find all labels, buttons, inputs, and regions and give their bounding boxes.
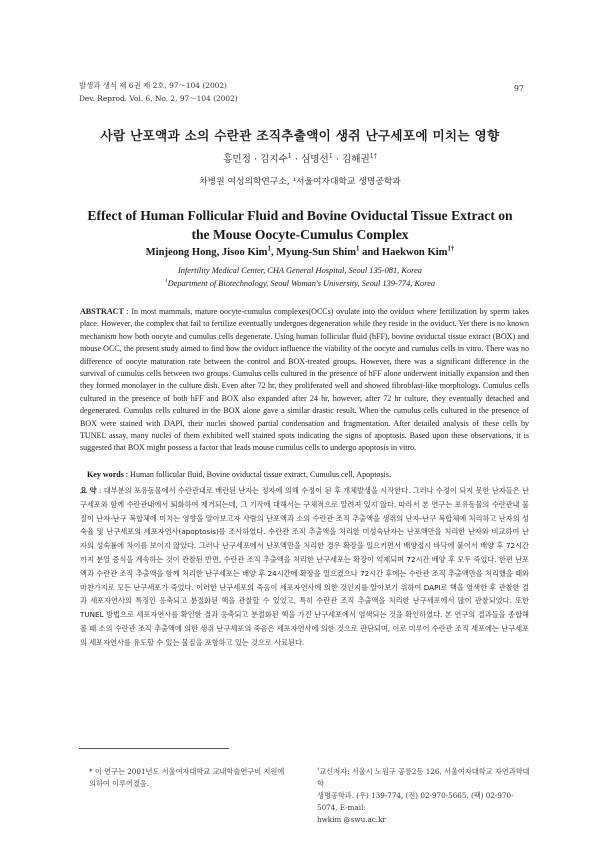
keywords: [87, 469, 527, 481]
correspondence-footnote: [317, 766, 532, 826]
korean-authors: [0, 151, 600, 165]
journal-citation-korean: 발생과 생식 제 6권 제 2호, 97～104 (2002): [79, 81, 227, 90]
author-en-3: and Haekwon Kim: [359, 247, 448, 258]
correspondence-mark: †: [317, 767, 320, 773]
correspondence-line-3: hwkim @swu.ac.kr: [317, 815, 386, 824]
korean-abstract-text: : 대부분의 포유동물에서 수란관내로 배란된 난자는 정자에 의해 수정이 된 후 개체발생을 시작한다. 그러나 수정이 되지 못한 난자들은 난구세포와 함께 수란관내에서 퇴화하여 제거되는데, 그 기작에 대해서는 구체적으로 알려져 있지 않다. 따라서 본 연구는 포유동물의 수란관내 물질이 난자-난구 복합체에 미치는 영향을 알아보고자 사람의 난포액과 소의 수란관 조직 추출액을 생쥐의 난자-난구 복합체에 처리하고 난자의 성숙율 및 난구세포의 세포자연사(apoptosis)를 조사하였다. 수란관 조직 추출액을 처리한 미성숙난자는 난포액만을 처리한 난자와 비교하여 난자의 성숙률에 차이를 보이지 않았다. 그러나 난구세포에서 난포액만을 처리한 경우 확장을 일으키면서 배양접시 바닥에 붙어서 배양 후 72시간까지 분열 증식을 계속하는 것이 관찰된 반면, 수란관 조직 추출액을 처리한 난구세포는 확장이 억제되며 72시간 배양 후 모두 죽었다. 한편 난포액과 수란관 조직 추출액을 함께 처리한 난구세포는 배양 후 24시간에 확장을 일으켰으나 72시간 후에는 수란관 조직 추출액만을 처리했을 때와 마찬가지로 모든 난구세포가 죽었다. 이러한 난구세포의 죽음이 세포자연사에 의한 것인지를 알아보기 위하여 DAPI로 핵을 염색한 후 관찰한 결과 세포자연사의 특징인 응축되고 분절화된 핵을 관찰할 수 있었고, 특히 수란관 조직 추출액을 처리한 난구세포에서 많이 관찰되었다. 또한 TUNEL 방법으로 세포자연사를 확인한 결과 응축되고 분절화된 핵을 가진 난구세포에서 염색되는 것을 확인하였다. 본 연구의 결과들을 종합해 볼 때 소의 수란관 조직 추출액에 의한 생쥐 난구세포의 죽음은 세포자연사에 의한 것으로 판단되며, 이로 미루어 수란관 조직 세포에는 난구세포의 세포자연사를 유도할 수 있는 물질을 포함하고 있는 것으로 사료된다.: [80, 486, 530, 647]
english-abstract: [80, 306, 529, 455]
author-en-2: , Myung-Sun Shim: [270, 247, 357, 258]
english-authors: [0, 247, 600, 258]
english-title-line-2: the Mouse Oocyte-Cumulus Complex: [191, 227, 409, 242]
keywords-label: Key words: [87, 470, 124, 479]
abstract-label: ABSTRACT: [80, 307, 124, 316]
page-number: 97: [513, 84, 524, 93]
abstract-text: : In most mammals, mature oocyte-cumulus complexes(OCCs) ovulate into the oviduct where fertilization by sperm takes place. However, the complex that fail to fertilize eventually undergoes degeneration while they reside in the oviduct. Yet there is no known mechanism how both oocyte and cumulus cells degenerate. Using human follicular fluid (hFF), bovine oviductal tissue extract (BOX) and mouse OCC, the present study aimed to find how the oviduct influence the viability of the oocyte and cumulus cells in vitro. There was no difference of oocyte maturation rate between the control and BOX-treated groups. However, there was a significant difference in the survival of cumulus cells between two groups. Cumulus cells cultured in the presence of hFF alone underwent initially expansion and then they formed monolayer in the culture dish. Even after 72 hr, they proliferated well and showed fibroblast-like morphology. Cumulus cells cultured in the presence of both hFF and BOX also expanded after 24 hr, however, after 72 hr culture, they eventually detached and degenerated. Cumulus cells cultured in the BOX alone gave a similar drastic result. When the cumulus cells cultured in the presence of BOX were stained with DAPI, their nuclei showed partial condensation and fragmentation. After detailed analysis of these cells by TUNEL assay, many nuclei of them exhibited well stained spots indicating the signs of apoptosis. Based upon these observations, it is suggested that BOX might possess a factor that leads mouse cumulus cells to undergo apoptosis in vitro.: [80, 307, 529, 453]
korean-affiliation: 차병원 여성의학연구소, ¹서울여자대학교 생명공학과: [199, 177, 401, 187]
author-en-1: Minjeong Hong, Jisoo Kim: [145, 247, 268, 258]
korean-abstract: [80, 484, 529, 650]
author-ko-3: · 김해권: [332, 154, 370, 165]
author-en-3-mark: 1†: [447, 245, 455, 253]
footnote-divider: [79, 748, 229, 749]
author-ko-1-mark: 1: [287, 152, 292, 160]
english-affiliation-1: Infertility Medical Center, CHA General Hospital, Seoul 135-081, Korea: [177, 266, 422, 275]
author-en-2-mark: 1: [356, 245, 360, 253]
author-en-1-mark: 1: [267, 245, 271, 253]
english-title-line-1: Effect of Human Follicular Fluid and Bovine Oviductal Tissue Extract on: [87, 208, 513, 223]
english-title: [0, 206, 600, 244]
english-affiliation-2-text: Department of Biotechnology, Seoul Woman's University, Seoul 139-774, Korea: [167, 279, 436, 288]
author-ko-2: · 심명선: [291, 154, 329, 165]
author-ko-3-mark: 1†: [369, 152, 377, 160]
author-ko-2-mark: 1: [328, 152, 333, 160]
funding-footnote: * 이 연구는 2001년도 서울여자대학교 교내학술연구비 지원에 의하여 이루어졌음.: [89, 767, 285, 788]
keywords-text: : Human follicular fluid, Bovine oviductal tissue extract, Cumulus cell, Apoptosis.: [123, 470, 391, 479]
correspondence-line-2: 생명공학과. (우) 139-774, (전) 02-970-5665, (팩) 02-970-5074, E-mail:: [317, 791, 514, 812]
english-affiliation-2: [0, 279, 600, 288]
journal-citation-english: Dev. Reprod. Vol. 6, No. 2, 97～104 (2002): [79, 94, 238, 103]
affiliation-mark: 1: [164, 278, 168, 285]
korean-abstract-label: 요 약: [80, 486, 97, 495]
author-ko-1: 홍민정 · 김지수: [223, 154, 288, 165]
korean-title: 사람 난포액과 소의 수란관 조직추출액이 생쥐 난구세포에 미치는 영향: [100, 128, 500, 143]
correspondence-line-1: 교신저자: 서울시 노원구 공릉2동 126, 서울여자대학교 자연과학대학: [317, 767, 530, 788]
